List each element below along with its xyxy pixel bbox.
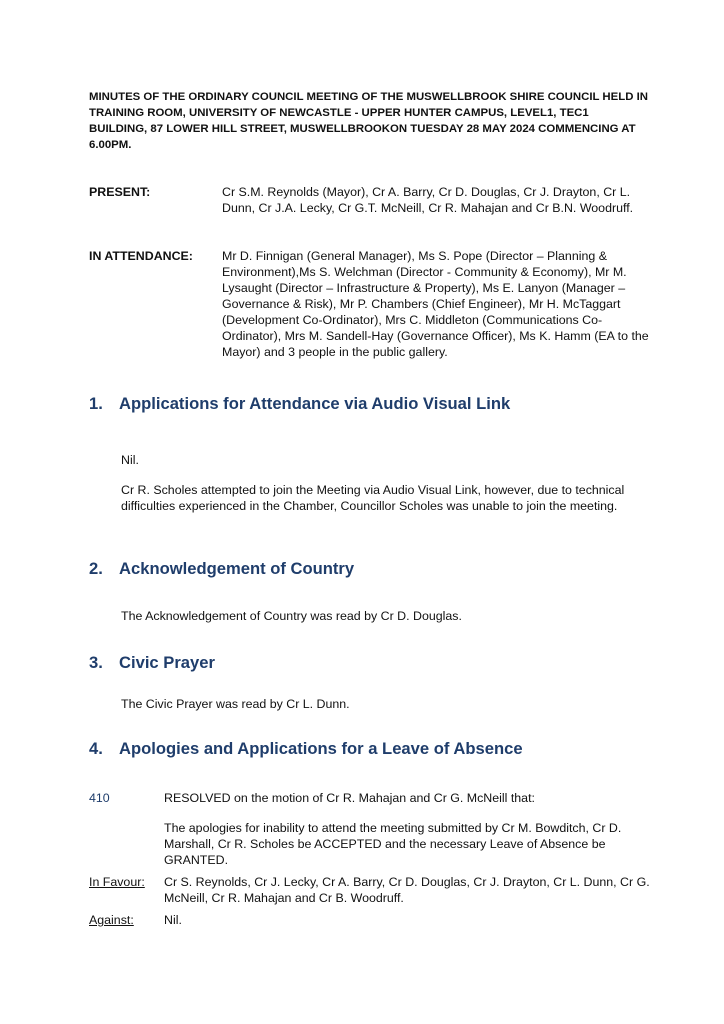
section-title: Apologies and Applications for a Leave of Absence <box>119 739 523 758</box>
against-label: Against: <box>89 913 134 927</box>
section-title: Civic Prayer <box>119 653 215 672</box>
section-heading-3 <box>89 653 215 673</box>
section-1-paragraph-1: Nil. <box>121 453 139 467</box>
section-heading-4 <box>89 739 523 759</box>
section-heading-1 <box>89 394 510 414</box>
section-1-paragraph-2: Cr R. Scholes attempted to join the Meeting via Audio Visual Link, however, due to technical difficulties experienced in the Chamber, Councillor Scholes was unable to join the meeting. <box>121 483 625 513</box>
section-3-paragraph-1: The Civic Prayer was read by Cr L. Dunn. <box>121 697 350 711</box>
section-2-paragraph-1: The Acknowledgement of Country was read by Cr D. Douglas. <box>121 609 462 623</box>
section-number: 4. <box>89 739 103 758</box>
section-title: Applications for Attendance via Audio Visual Link <box>119 394 511 413</box>
attendance-label: IN ATTENDANCE: <box>89 249 193 263</box>
against-list: Nil. <box>164 913 182 927</box>
resolution-body: The apologies for inability to attend the meeting submitted by Cr M. Bowditch, Cr D. Marshall, Cr R. Scholes be ACCEPTED and the necessary Leave of Absence be GRANTED. <box>164 821 622 867</box>
present-list: Cr S.M. Reynolds (Mayor), Cr A. Barry, Cr D. Douglas, Cr J. Drayton, Cr L. Dunn, Cr J.A. Lecky, Cr G.T. McNeill, Cr R. Mahajan and Cr B.N. Woodruff. <box>222 185 634 215</box>
resolution-motion: RESOLVED on the motion of Cr R. Mahajan and Cr G. McNeill that: <box>164 791 535 805</box>
section-heading-2 <box>89 559 354 579</box>
in-favour-label: In Favour: <box>89 875 145 889</box>
document-title: MINUTES OF THE ORDINARY COUNCIL MEETING OF THE MUSWELLBROOK SHIRE COUNCIL HELD IN TRAINING ROOM, UNIVERSITY OF NEWCASTLE - UPPER HUNTER CAMPUS, LEVEL1, TEC1 BUILDING, 87 LOWER HILL STREET, MUSWELLBROOKON TUESDAY 28 MAY 2024 COMMENCING AT 6.00PM. <box>89 91 648 151</box>
section-number: 1. <box>89 394 103 413</box>
in-favour-list: Cr S. Reynolds, Cr J. Lecky, Cr A. Barry, Cr D. Douglas, Cr J. Drayton, Cr L. Dunn, Cr G. McNeill, Cr R. Mahajan and Cr B. Woodruff. <box>164 875 650 905</box>
present-label: PRESENT: <box>89 185 151 199</box>
resolution-number: 410 <box>89 791 110 805</box>
section-number: 3. <box>89 653 103 672</box>
section-number: 2. <box>89 559 103 578</box>
attendance-list: Mr D. Finnigan (General Manager), Ms S. Pope (Director – Planning & Environment),Ms S. Welchman (Director - Community & Economy), Mr M. Lysaught (Director – Infrastructure & Property), Ms E. Lanyon (Manager – Governance & Risk), Mr P. Chambers (Chief Engineer), Mr H. McTaggart (Development Co-Ordinator), Mrs C. Middleton (Communications Co-Ordinator), Mrs M. Sandell-Hay (Governance Officer), Ms K. Hamm (EA to the Mayor) and 3 people in the public gallery. <box>222 249 649 359</box>
section-title: Acknowledgement of Country <box>119 559 355 578</box>
